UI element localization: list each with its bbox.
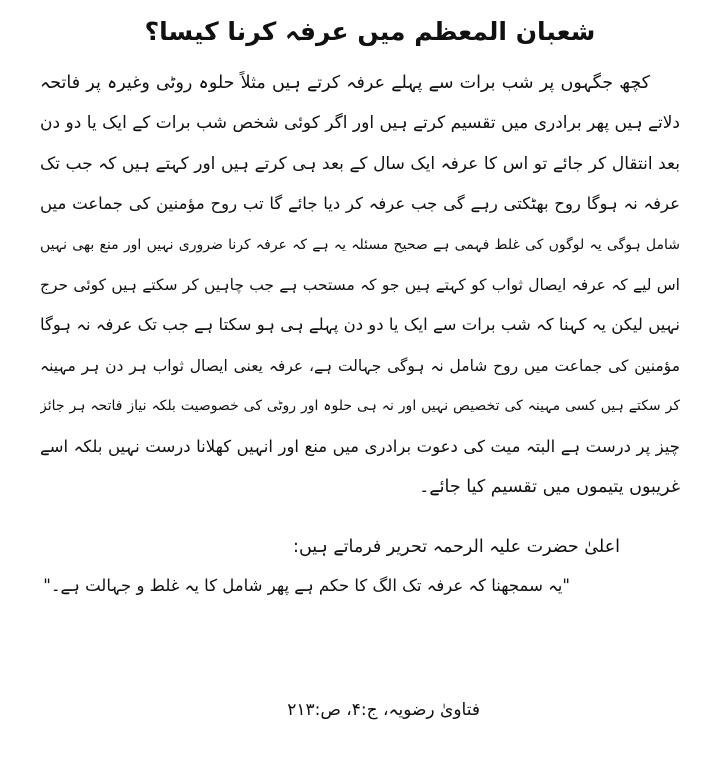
body-line: شامل ہوگی یہ لوگوں کی غلط فہمی ہے صحیح مسئلہ یہ ہے کہ عرفہ کرنا ضروری نہیں اور منع بھی نہیں <box>40 236 680 253</box>
body-line: کچھ جگہوں پر شب برات سے پہلے عرفہ کرتے ہیں مثلاً حلوہ روٹی وغیرہ پر فاتحہ <box>40 73 650 93</box>
page-title: شعبان المعظم میں عرفہ کرنا کیسا؟ <box>144 17 596 46</box>
body-line: کر سکتے ہیں کسی مہینہ کی تخصیص نہیں اور نہ ہی حلوہ اور روٹی کی خصوصیت بلکہ نیاز فاتحہ ہر جائز <box>40 398 680 415</box>
source-reference: فتاویٰ رضویہ، ج:۴، ص:۲۱۳ <box>287 700 480 720</box>
body-line: چیز پر درست ہے البتہ میت کی دعوت برادری میں منع اور انہیں کھلانا درست نہیں بلکہ اسے <box>40 436 680 456</box>
body-line: غریبوں یتیموں میں تقسیم کیا جائے۔ <box>419 476 680 497</box>
body-line: عرفہ نہ ہوگا روح بھٹکتی رہے گی جب عرفہ کر دیا جائے گا تب روح مؤمنین کی جماعت میں <box>40 194 680 214</box>
body-line: دلاتے ہیں پھر برادری میں تقسیم کرتے ہیں اور اگر کوئی شخص شب برات کے ایک یا دو دن <box>40 113 680 134</box>
body-line: مؤمنین کی جماعت میں روح شامل نہ ہوگی جہالت ہے، عرفہ یعنی ایصال ثواب ہر دن ہر مہینہ <box>40 356 680 375</box>
body-line: نہیں لیکن یہ کہنا کہ شب برات سے ایک یا دو دن پہلے ہی ہو سکتا ہے جب تک عرفہ نہ ہوگا <box>40 315 680 335</box>
quote-intro: اعلیٰ حضرت علیہ الرحمہ تحریر فرماتے ہیں: <box>293 537 620 557</box>
body-line: اس لیے کہ عرفہ ایصال ثواب کو کہتے ہیں جو کہ مستحب ہے جب چاہیں کر سکتے ہیں کوئی حرج <box>40 275 680 294</box>
article-body <box>40 63 680 507</box>
quotation: "یہ سمجھنا کہ عرفہ تک الگ کا حکم ہے پھر شامل کا یہ غلط و جہالت ہے۔" <box>43 576 570 595</box>
body-line: بعد انتقال کر جائے تو اس کا عرفہ ایک سال کے بعد ہی کرتے ہیں اور کہتے ہیں کہ جب تک <box>40 153 680 174</box>
